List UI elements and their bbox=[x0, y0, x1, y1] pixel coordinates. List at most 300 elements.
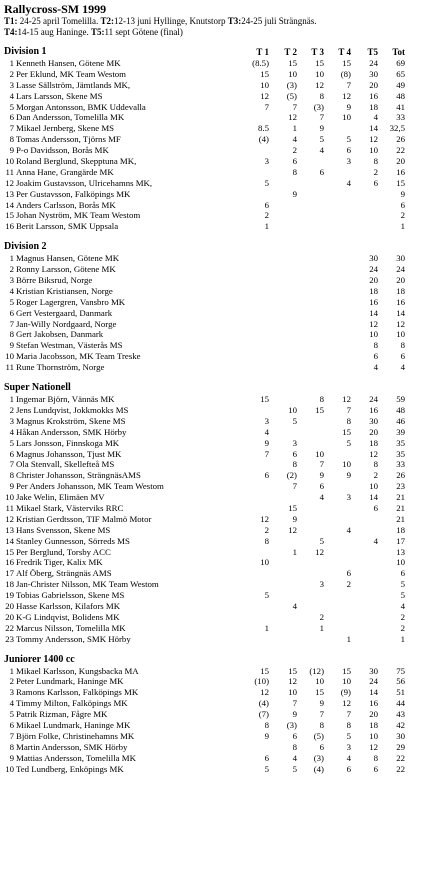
page-title: Rallycross-SM 1999 bbox=[4, 2, 107, 16]
position: 5 bbox=[9, 437, 14, 448]
position: 6 bbox=[9, 307, 14, 318]
driver-name: Magnus Krokström, Skene MS bbox=[16, 415, 126, 426]
position: 9 bbox=[9, 752, 14, 763]
round-label: T4: bbox=[4, 27, 18, 37]
round-points-t1: 15 bbox=[260, 68, 269, 79]
driver-cell bbox=[4, 351, 242, 362]
round-points-t3 bbox=[297, 634, 324, 645]
table-row bbox=[4, 80, 434, 91]
total-points: 16 bbox=[396, 296, 405, 307]
round-points-t2 bbox=[269, 308, 297, 319]
round-points-t1: 4 bbox=[264, 426, 269, 437]
table-row bbox=[4, 623, 434, 634]
table-row bbox=[4, 612, 434, 623]
round-points-t5 bbox=[351, 601, 378, 612]
driver-cell bbox=[4, 666, 242, 677]
round-points-t2: 7 bbox=[292, 481, 297, 492]
position: 7 bbox=[9, 123, 14, 134]
round-points-t5: 10 bbox=[369, 730, 378, 741]
round-points-t1: 1 bbox=[264, 622, 269, 633]
driver-name: Anders Carlsson, Borås MK bbox=[16, 199, 116, 210]
round-points-t1 bbox=[242, 742, 269, 753]
round-points-t5: 30 bbox=[369, 253, 378, 264]
driver-name: Lasse Sällström, Jämtlands MK, bbox=[16, 79, 131, 90]
table-row bbox=[4, 764, 434, 775]
position: 8 bbox=[9, 741, 14, 752]
round-points-t5: 12 bbox=[369, 741, 378, 752]
table-row bbox=[4, 286, 434, 297]
driver-cell bbox=[4, 698, 242, 709]
round-points-t5: 10 bbox=[369, 145, 378, 156]
position: 7 bbox=[9, 730, 14, 741]
round-points-t4: 9 bbox=[346, 470, 351, 481]
driver-cell bbox=[4, 275, 242, 286]
driver-name: Anna Hane, Grangärde MK bbox=[16, 166, 114, 177]
total-points: 2 bbox=[400, 611, 405, 622]
round-points-t5: 30 bbox=[369, 68, 378, 79]
round-points-t5: 16 bbox=[369, 296, 378, 307]
round-points-t3 bbox=[297, 156, 324, 167]
round-points-t2 bbox=[269, 275, 297, 286]
round-points-t2 bbox=[269, 221, 297, 232]
total-points: 15 bbox=[396, 177, 405, 188]
driver-cell bbox=[4, 601, 242, 612]
total-points: 6 bbox=[400, 351, 405, 362]
total-points: 6 bbox=[400, 568, 405, 579]
round-points-t3: (3) bbox=[313, 101, 324, 112]
round-points-t1: 6 bbox=[264, 470, 269, 481]
position: 8 bbox=[9, 134, 14, 145]
round-points-t4 bbox=[324, 297, 351, 308]
total-points: 24 bbox=[396, 264, 405, 275]
driver-name: Alf Öberg, Strängnäs AMS bbox=[16, 568, 112, 579]
column-header-t2: T 2 bbox=[284, 47, 297, 57]
round-points-t5 bbox=[351, 557, 378, 568]
round-points-t1: 10 bbox=[260, 557, 269, 568]
driver-name: Magnus Hansen, Götene MK bbox=[16, 253, 120, 264]
round-points-t4: 5 bbox=[346, 437, 351, 448]
round-points-t1 bbox=[242, 547, 269, 558]
round-points-t2: 8 bbox=[292, 459, 297, 470]
round-points-t5 bbox=[351, 612, 378, 623]
driver-cell bbox=[4, 264, 242, 275]
round-points-t1: 2 bbox=[264, 210, 269, 221]
total-points: 48 bbox=[396, 404, 405, 415]
round-detail: 24-25 april Tomelilla. bbox=[17, 16, 101, 26]
total-points: 18 bbox=[396, 524, 405, 535]
round-points-t5: 4 bbox=[373, 112, 378, 123]
column-header-t1: T 1 bbox=[256, 47, 269, 57]
round-points-t4: 10 bbox=[342, 459, 351, 470]
round-points-t5: 16 bbox=[369, 90, 378, 101]
round-points-t4: 4 bbox=[346, 177, 351, 188]
table-row bbox=[4, 145, 434, 156]
position: 10 bbox=[5, 763, 14, 774]
round-points-t5: 8 bbox=[373, 156, 378, 167]
round-points-t5: 8 bbox=[373, 340, 378, 351]
round-points-t4: 4 bbox=[346, 752, 351, 763]
round-points-t1 bbox=[242, 568, 269, 579]
driver-name: K-G Lindqvist, Bolidens MK bbox=[16, 611, 120, 622]
position: 1 bbox=[9, 58, 14, 68]
total-points: 44 bbox=[396, 698, 405, 709]
round-points-t2: 12 bbox=[288, 524, 297, 535]
total-points: 20 bbox=[396, 275, 405, 286]
round-points-t5: 14 bbox=[369, 307, 378, 318]
driver-name: Berit Larsson, SMK Uppsala bbox=[16, 221, 119, 232]
total-points: 30 bbox=[396, 730, 405, 741]
driver-name: Tommy Andersson, SMK Hörby bbox=[16, 633, 131, 644]
driver-cell bbox=[4, 731, 242, 742]
round-points-t4 bbox=[324, 308, 351, 319]
table-row bbox=[4, 69, 434, 80]
driver-cell bbox=[4, 590, 242, 601]
driver-name: Björn Folke, Christinehamns MK bbox=[16, 730, 135, 741]
class-section bbox=[4, 46, 434, 232]
round-points-t4: 7 bbox=[346, 404, 351, 415]
position: 4 bbox=[9, 90, 14, 101]
round-points-t1 bbox=[242, 308, 269, 319]
total-points: 30 bbox=[396, 253, 405, 264]
total-points: 23 bbox=[396, 481, 405, 492]
driver-cell bbox=[4, 568, 242, 579]
round-points-t1: (4) bbox=[258, 698, 269, 709]
round-points-t4: 9 bbox=[346, 101, 351, 112]
total-points: 6 bbox=[400, 199, 405, 210]
total-points: 32,5 bbox=[389, 123, 405, 134]
position: 18 bbox=[5, 579, 14, 590]
position: 3 bbox=[9, 415, 14, 426]
table-row bbox=[4, 405, 434, 416]
section-header bbox=[4, 46, 434, 58]
round-points-t1: 9 bbox=[264, 730, 269, 741]
round-points-t3 bbox=[297, 200, 324, 211]
round-points-t3: 6 bbox=[319, 166, 324, 177]
table-row bbox=[4, 687, 434, 698]
round-points-t5: 18 bbox=[369, 719, 378, 730]
driver-cell bbox=[4, 308, 242, 319]
round-points-t1: 15 bbox=[260, 394, 269, 405]
round-points-t5: 24 bbox=[369, 676, 378, 687]
total-points: 41 bbox=[396, 101, 405, 112]
table-row bbox=[4, 731, 434, 742]
table-row bbox=[4, 319, 434, 330]
round-points-t4: 15 bbox=[342, 665, 351, 676]
table-row bbox=[4, 91, 434, 102]
round-points-t4: 3 bbox=[346, 741, 351, 752]
position: 1 bbox=[9, 253, 14, 264]
round-points-t5: 14 bbox=[369, 492, 378, 503]
position: 23 bbox=[5, 633, 14, 644]
round-points-t2: 6 bbox=[292, 730, 297, 741]
table-row bbox=[4, 329, 434, 340]
round-points-t5: 20 bbox=[369, 275, 378, 286]
driver-cell bbox=[4, 340, 242, 351]
driver-name: Peter Lundmark, Haninge MK bbox=[16, 676, 124, 687]
round-points-t1: (10) bbox=[254, 676, 269, 687]
position: 8 bbox=[9, 470, 14, 481]
round-points-t4 bbox=[324, 189, 351, 200]
total-points: 10 bbox=[396, 557, 405, 568]
driver-name: P-o Davidsson, Borås MK bbox=[16, 145, 109, 156]
round-points-t1: 5 bbox=[264, 177, 269, 188]
round-points-t3 bbox=[297, 221, 324, 232]
round-points-t2 bbox=[269, 579, 297, 590]
round-points-t2: 1 bbox=[292, 123, 297, 134]
total-points: 2 bbox=[400, 210, 405, 221]
driver-name: Per Anders Johansson, MK Team Westom bbox=[16, 481, 164, 492]
round-points-t4: (9) bbox=[340, 687, 351, 698]
position: 6 bbox=[9, 448, 14, 459]
table-row bbox=[4, 275, 434, 286]
round-points-t4 bbox=[324, 514, 351, 525]
round-points-t5 bbox=[351, 189, 378, 200]
driver-cell bbox=[4, 362, 242, 373]
total-points: 42 bbox=[396, 719, 405, 730]
section-header bbox=[4, 382, 434, 394]
driver-name: Tobias Gabrielsson, Skene MS bbox=[16, 590, 125, 601]
round-points-t5: 2 bbox=[373, 470, 378, 481]
round-points-t1: (8.5) bbox=[252, 58, 269, 68]
round-points-t2 bbox=[269, 178, 297, 189]
round-points-t4: 8 bbox=[346, 719, 351, 730]
round-points-t1 bbox=[242, 579, 269, 590]
round-points-t3: 8 bbox=[319, 719, 324, 730]
round-points-t4: 7 bbox=[346, 79, 351, 90]
round-points-t1: 5 bbox=[264, 590, 269, 601]
results-document bbox=[4, 3, 434, 774]
driver-name: Fredrik Tiger, Kalix MK bbox=[16, 557, 103, 568]
total-points: 10 bbox=[396, 329, 405, 340]
round-points-t3 bbox=[297, 275, 324, 286]
round-points-t5: 8 bbox=[373, 459, 378, 470]
round-points-t4: 6 bbox=[346, 763, 351, 774]
position: 5 bbox=[9, 296, 14, 307]
driver-cell bbox=[4, 547, 242, 558]
total-points: 20 bbox=[396, 156, 405, 167]
round-points-t4: 5 bbox=[346, 730, 351, 741]
position: 2 bbox=[9, 404, 14, 415]
table-row bbox=[4, 742, 434, 753]
driver-cell bbox=[4, 481, 242, 492]
table-row bbox=[4, 156, 434, 167]
driver-cell bbox=[4, 514, 242, 525]
round-points-t4: 3 bbox=[346, 492, 351, 503]
round-points-t1 bbox=[242, 634, 269, 645]
driver-cell bbox=[4, 329, 242, 340]
driver-name: Maria Jacobsson, MK Team Treske bbox=[16, 351, 141, 362]
total-points: 1 bbox=[400, 633, 405, 644]
total-points: 18 bbox=[396, 285, 405, 296]
position: 15 bbox=[5, 546, 14, 557]
round-points-t5 bbox=[351, 514, 378, 525]
driver-cell bbox=[4, 676, 242, 687]
round-points-t1 bbox=[242, 319, 269, 330]
column-header-t3: T 3 bbox=[311, 47, 324, 57]
rounds-line-2 bbox=[4, 27, 434, 38]
total-points: 33 bbox=[396, 459, 405, 470]
total-points: 51 bbox=[396, 687, 405, 698]
round-label: T2: bbox=[100, 16, 114, 26]
table-row bbox=[4, 123, 434, 134]
table-row bbox=[4, 557, 434, 568]
round-points-t1: 8 bbox=[264, 719, 269, 730]
driver-cell bbox=[4, 753, 242, 764]
table-row bbox=[4, 676, 434, 687]
round-points-t5 bbox=[351, 579, 378, 590]
driver-name: Mattias Andersson, Tomelilla MK bbox=[16, 752, 136, 763]
driver-cell bbox=[4, 210, 242, 221]
section-title: Super Nationell bbox=[4, 382, 71, 394]
round-points-t1 bbox=[242, 253, 269, 264]
round-points-t3: 10 bbox=[315, 676, 324, 687]
driver-name: Johan Nyström, MK Team Westom bbox=[16, 210, 141, 221]
round-points-t5: 10 bbox=[369, 329, 378, 340]
round-label: T1: bbox=[4, 16, 18, 26]
round-points-t1: 3 bbox=[264, 156, 269, 167]
round-points-t4: 10 bbox=[342, 676, 351, 687]
round-points-t2: 9 bbox=[292, 709, 297, 720]
round-points-t4 bbox=[324, 221, 351, 232]
driver-name: Håkan Andersson, SMK Hörby bbox=[16, 426, 127, 437]
driver-name: Jan-Christer Nilsson, MK Team Westom bbox=[16, 579, 159, 590]
driver-cell bbox=[4, 623, 242, 634]
driver-name: Ted Lundberg, Enköpings MK bbox=[16, 763, 124, 774]
round-points-t3 bbox=[297, 189, 324, 200]
round-points-t4 bbox=[324, 601, 351, 612]
round-points-t2 bbox=[269, 297, 297, 308]
position: 10 bbox=[5, 156, 14, 167]
driver-cell bbox=[4, 709, 242, 720]
driver-cell bbox=[4, 459, 242, 470]
driver-name: Roger Lagergren, Vansbro MK bbox=[16, 296, 126, 307]
position: 15 bbox=[5, 210, 14, 221]
round-label: T5: bbox=[90, 27, 105, 37]
results-sections bbox=[4, 46, 434, 774]
driver-name: Mikael Jernberg, Skene MS bbox=[16, 123, 115, 134]
round-points-t4 bbox=[324, 340, 351, 351]
position: 5 bbox=[9, 101, 14, 112]
round-points-t4 bbox=[324, 253, 351, 264]
round-points-t4: 15 bbox=[342, 58, 351, 68]
position: 22 bbox=[5, 622, 14, 633]
round-points-t2: 8 bbox=[292, 166, 297, 177]
driver-name: Kristian Kristiansen, Norge bbox=[16, 285, 113, 296]
round-points-t5: 14 bbox=[369, 123, 378, 134]
round-points-t3: 4 bbox=[319, 145, 324, 156]
round-points-t4 bbox=[324, 200, 351, 211]
table-row bbox=[4, 579, 434, 590]
round-points-t4: 7 bbox=[346, 709, 351, 720]
round-points-t2 bbox=[269, 253, 297, 264]
table-row bbox=[4, 568, 434, 579]
driver-cell bbox=[4, 612, 242, 623]
round-points-t1: 7 bbox=[264, 101, 269, 112]
round-points-t2: (2) bbox=[286, 470, 297, 481]
round-points-t2 bbox=[269, 210, 297, 221]
round-points-t2 bbox=[269, 427, 297, 438]
driver-name: Gert Vestergaard, Danmark bbox=[16, 307, 113, 318]
driver-cell bbox=[4, 416, 242, 427]
table-row bbox=[4, 449, 434, 460]
total-points: 14 bbox=[396, 307, 405, 318]
round-detail: 14-15 aug Haninge. bbox=[17, 27, 91, 37]
round-points-t4 bbox=[324, 503, 351, 514]
total-points: 22 bbox=[396, 145, 405, 156]
round-points-t2: 15 bbox=[288, 502, 297, 513]
driver-name: Ola Stenvall, Skellefteå MS bbox=[16, 459, 115, 470]
round-points-t2 bbox=[269, 557, 297, 568]
round-points-t3 bbox=[297, 416, 324, 427]
table-row bbox=[4, 470, 434, 481]
round-points-t2: 9 bbox=[292, 513, 297, 524]
driver-name: Christer Johansson, SträngnäsAMS bbox=[16, 470, 141, 481]
driver-name: Jens Lundqvist, Jokkmokks MS bbox=[16, 404, 129, 415]
total-points: 4 bbox=[400, 362, 405, 373]
round-points-t5: 24 bbox=[369, 264, 378, 275]
round-points-t3 bbox=[297, 601, 324, 612]
driver-cell bbox=[4, 156, 242, 167]
round-points-t4 bbox=[324, 536, 351, 547]
round-points-t3 bbox=[297, 340, 324, 351]
round-points-t2 bbox=[269, 536, 297, 547]
position: 8 bbox=[9, 329, 14, 340]
round-points-t1: 3 bbox=[264, 415, 269, 426]
round-points-t4 bbox=[324, 210, 351, 221]
class-section bbox=[4, 241, 434, 373]
column-header-t5: T5 bbox=[367, 47, 378, 57]
driver-cell bbox=[4, 579, 242, 590]
round-points-t3: 7 bbox=[319, 709, 324, 720]
driver-name: Ronny Larsson, Götene MK bbox=[16, 264, 116, 275]
round-points-t5: 16 bbox=[369, 698, 378, 709]
position: 13 bbox=[5, 524, 14, 535]
round-points-t1 bbox=[242, 112, 269, 123]
round-points-t2: 12 bbox=[288, 112, 297, 123]
column-header-t4: T 4 bbox=[338, 47, 351, 57]
round-points-t5 bbox=[351, 623, 378, 634]
driver-cell bbox=[4, 470, 242, 481]
round-points-t3: (5) bbox=[313, 730, 324, 741]
driver-cell bbox=[4, 91, 242, 102]
round-points-t4: 4 bbox=[346, 524, 351, 535]
round-points-t3: 15 bbox=[315, 404, 324, 415]
table-row bbox=[4, 308, 434, 319]
round-points-t1 bbox=[242, 362, 269, 373]
driver-name: Morgan Antonsson, BMK Uddevalla bbox=[16, 101, 146, 112]
driver-cell bbox=[4, 525, 242, 536]
class-section bbox=[4, 382, 434, 644]
round-points-t3 bbox=[297, 503, 324, 514]
round-points-t3: 9 bbox=[319, 123, 324, 134]
round-points-t5: 8 bbox=[373, 752, 378, 763]
round-points-t2 bbox=[269, 264, 297, 275]
total-points: 69 bbox=[396, 58, 405, 68]
driver-name: Tomas Andersson, Tjörns MF bbox=[16, 134, 121, 145]
total-points: 56 bbox=[396, 676, 405, 687]
round-points-t4: 5 bbox=[346, 134, 351, 145]
table-row bbox=[4, 427, 434, 438]
position: 1 bbox=[9, 394, 14, 405]
round-points-t1 bbox=[242, 601, 269, 612]
driver-cell bbox=[4, 286, 242, 297]
round-points-t2: 9 bbox=[292, 188, 297, 199]
driver-name: Per Gustavsson, Falköpings MK bbox=[16, 188, 131, 199]
total-points: 13 bbox=[396, 546, 405, 557]
round-points-t1 bbox=[242, 145, 269, 156]
round-points-t1 bbox=[242, 492, 269, 503]
driver-cell bbox=[4, 112, 242, 123]
